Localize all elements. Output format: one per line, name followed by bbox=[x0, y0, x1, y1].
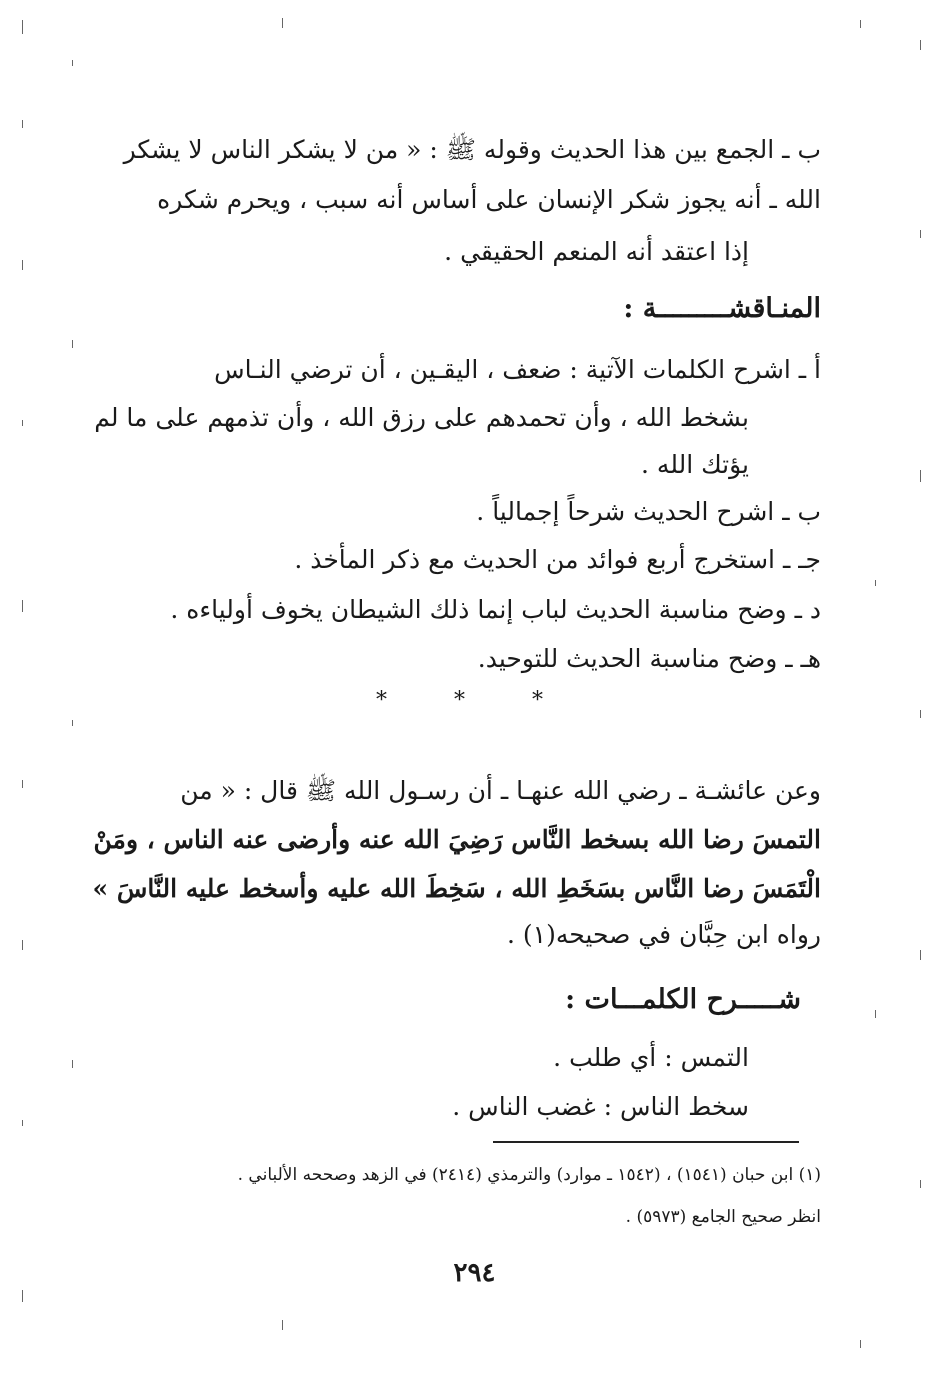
question-a-line-3: يؤتك الله . bbox=[641, 450, 749, 479]
question-h: هـ ـ وضح مناسبة الحديث للتوحيد. bbox=[477, 644, 821, 673]
page-number: ٢٩٤ bbox=[453, 1258, 496, 1288]
question-a-line-2: بشخط الله ، وأن تحمدهم على رزق الله ، وأن تذمهم على ما لم bbox=[94, 403, 749, 432]
section-separator: * * * bbox=[376, 688, 573, 713]
footnote-divider bbox=[493, 1141, 799, 1143]
question-d: د ـ وضح مناسبة الحديث لباب إنما ذلك الشيطان يخوف أولياءه . bbox=[170, 595, 821, 624]
footnote-line-2: انظر صحيح الجامع (٥٩٧٣) . bbox=[625, 1207, 821, 1227]
hadith-line-1: وعن عائشـة ـ رضي الله عنهـا ـ أن رسـول الله ﷺ قال : « من bbox=[180, 776, 821, 805]
word-explanation-2: سخط الناس : غضب الناس . bbox=[452, 1092, 749, 1121]
question-b: ب ـ اشرح الحديث شرحاً إجمالياً . bbox=[476, 497, 821, 526]
hadith-line-4: رواه ابن حِبَّان في صحيحه(١) . bbox=[507, 920, 821, 949]
word-explanation-heading: شـــــرح الكلمـــات : bbox=[565, 984, 801, 1015]
question-j: جـ ـ استخرج أربع فوائد من الحديث مع ذكر المأخذ . bbox=[294, 545, 821, 574]
paragraph-b-line-2: الله ـ أنه يجوز شكر الإنسان على أساس أنه سبب ، ويحرم شكره bbox=[157, 185, 821, 214]
hadith-line-2: التمسَ رضا الله بسخط النَّاس رَضِيَ الله عنه وأرضى عنه الناس ، ومَنْ bbox=[93, 825, 821, 854]
paragraph-b-line-1: ب ـ الجمع بين هذا الحديث وقوله ﷺ : « من لا يشكر الناس لا يشكر bbox=[123, 135, 821, 164]
footnote-line-1: (١) ابن حبان (١٥٤١) ، (١٥٤٢ ـ موارد) والترمذي (٢٤١٤) في الزهد وصححه الألباني . bbox=[237, 1165, 821, 1185]
hadith-line-3: الْتَمَسَ رضا النَّاس بسَخَطِ الله ، سَخِطَ الله عليه وأسخط عليه النَّاسَ » bbox=[92, 874, 821, 903]
discussion-heading: المنـاقشـــــــــة : bbox=[623, 293, 821, 324]
word-explanation-1: التمس : أي طلب . bbox=[553, 1043, 749, 1072]
paragraph-b-line-3: إذا اعتقد أنه المنعم الحقيقي . bbox=[444, 237, 749, 266]
question-a-line-1: أ ـ اشرح الكلمات الآتية : ضعف ، اليقـين ، أن ترضي النـاس bbox=[214, 355, 821, 384]
